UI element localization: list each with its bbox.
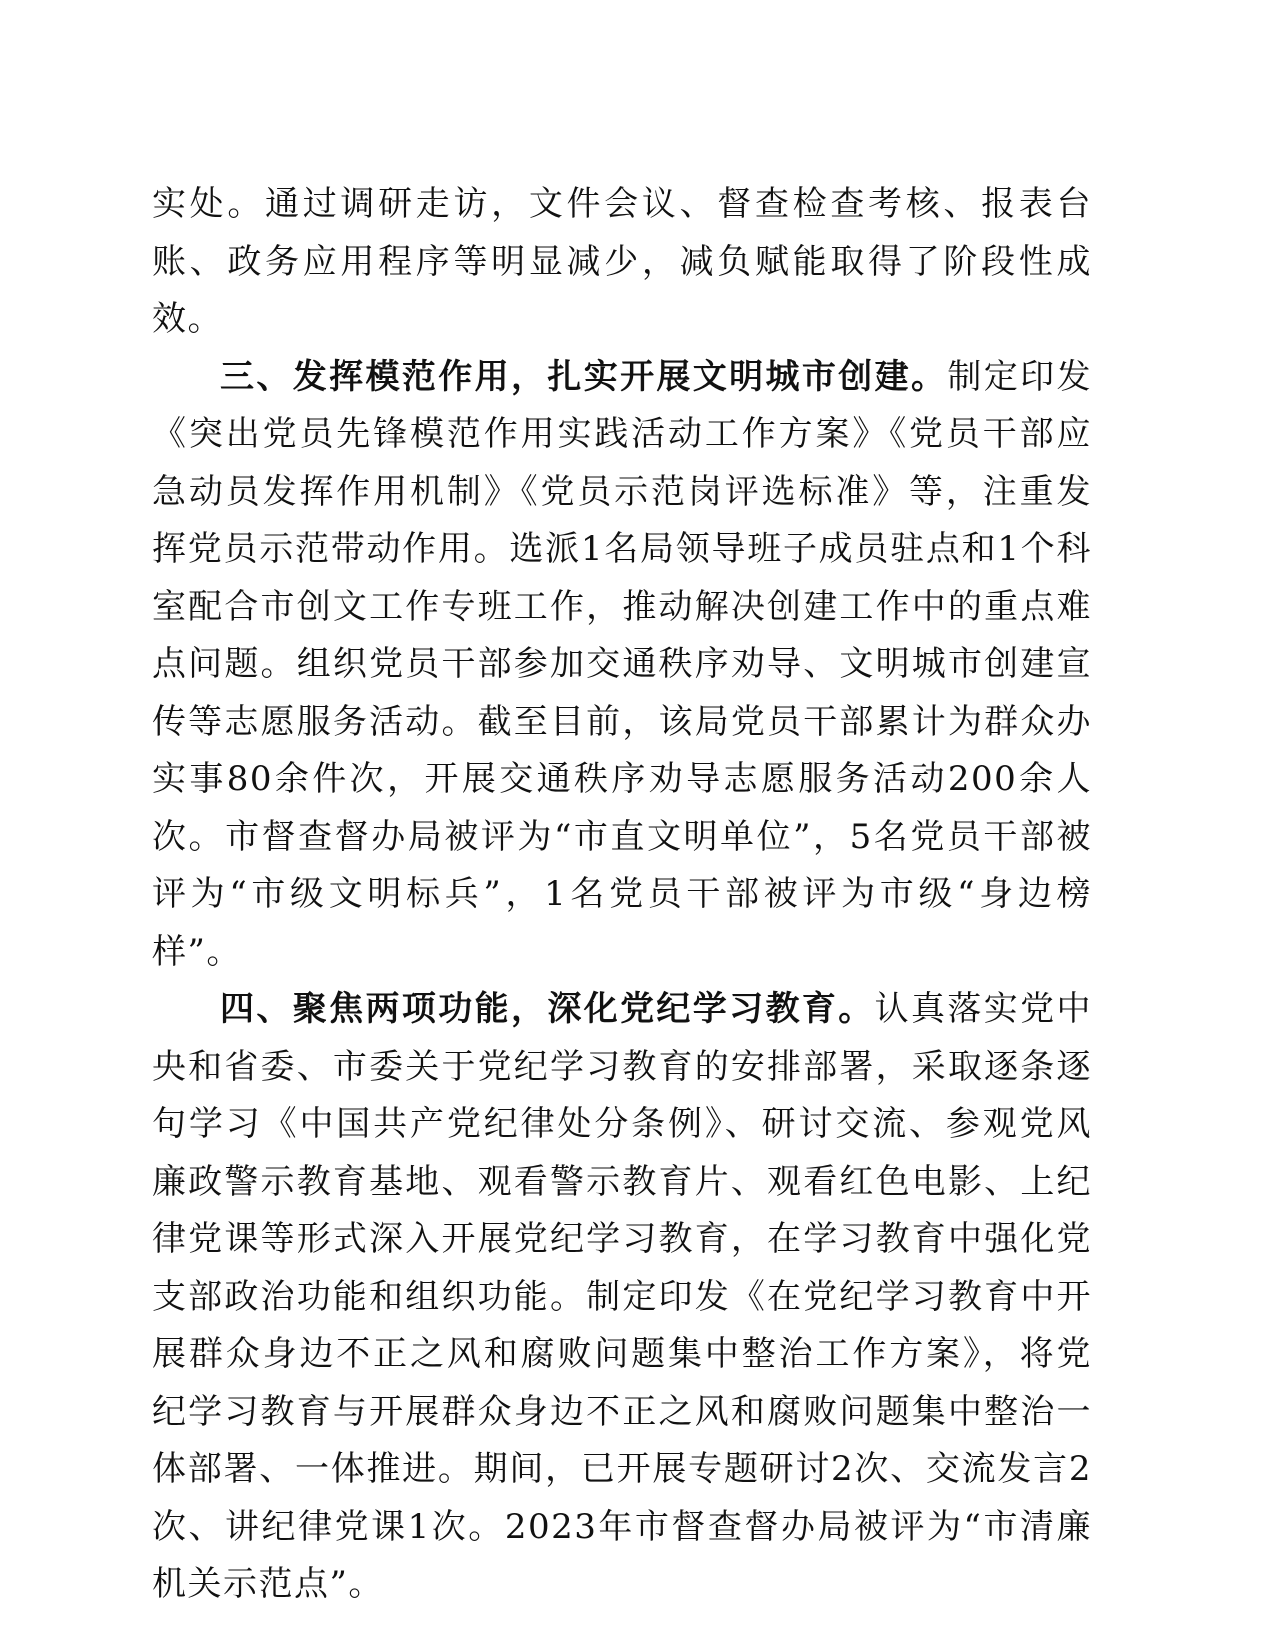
section-heading-four: 四、聚焦两项功能，深化党纪学习教育。 bbox=[220, 989, 875, 1029]
section-heading-three: 三、发挥模范作用，扎实开展文明城市创建。 bbox=[220, 356, 948, 397]
paragraph-civilized-city bbox=[152, 349, 1092, 982]
paragraph-party-discipline bbox=[152, 981, 1092, 1614]
document-body bbox=[152, 176, 1092, 1614]
paragraph-reduction-results bbox=[152, 176, 1092, 349]
paragraph-body: 制定印发《突出党员先锋模范作用实践活动工作方案》《党员干部应急动员发挥作用机制》《党员示范岗评选标准》等，注重发挥党员示范带动作用。选派1名局领导班子成员驻点和1个科室配合市创文工作专班工作，推动解决创建工作中的重点难点问题。组织党员干部参加交通秩序劝导、文明城市创建宣传等志愿服务活动。截至目前，该局党员干部累计为群众办实事80余件次，开展交通秩序劝导志愿服务活动200余人次。市督查督办局被评为“市直文明单位”，5名党员干部被评为“市级文明标兵”，1名党员干部被评为市级“身边榜样”。 bbox=[152, 356, 1092, 972]
paragraph-body: 认真落实党中央和省委、市委关于党纪学习教育的安排部署，采取逐条逐句学习《中国共产党纪律处分条例》、研讨交流、参观党风廉政警示教育基地、观看警示教育片、观看红色电影、上纪律党课等形式深入开展党纪学习教育，在学习教育中强化党支部政治功能和组织功能。制定印发《在党纪学习教育中开展群众身边不正之风和腐败问题集中整治工作方案》，将党纪学习教育与开展群众身边不正之风和腐败问题集中整治一体部署、一体推进。期间，已开展专题研讨2次、交流发言2次、讲纪律党课1次。2023年市督查督办局被评为“市清廉机关示范点”。 bbox=[152, 989, 1093, 1604]
paragraph-body: 实处。通过调研走访，文件会议、督查检查考核、报表台账、政务应用程序等明显减少，减负赋能取得了阶段性成效。 bbox=[152, 184, 1092, 339]
